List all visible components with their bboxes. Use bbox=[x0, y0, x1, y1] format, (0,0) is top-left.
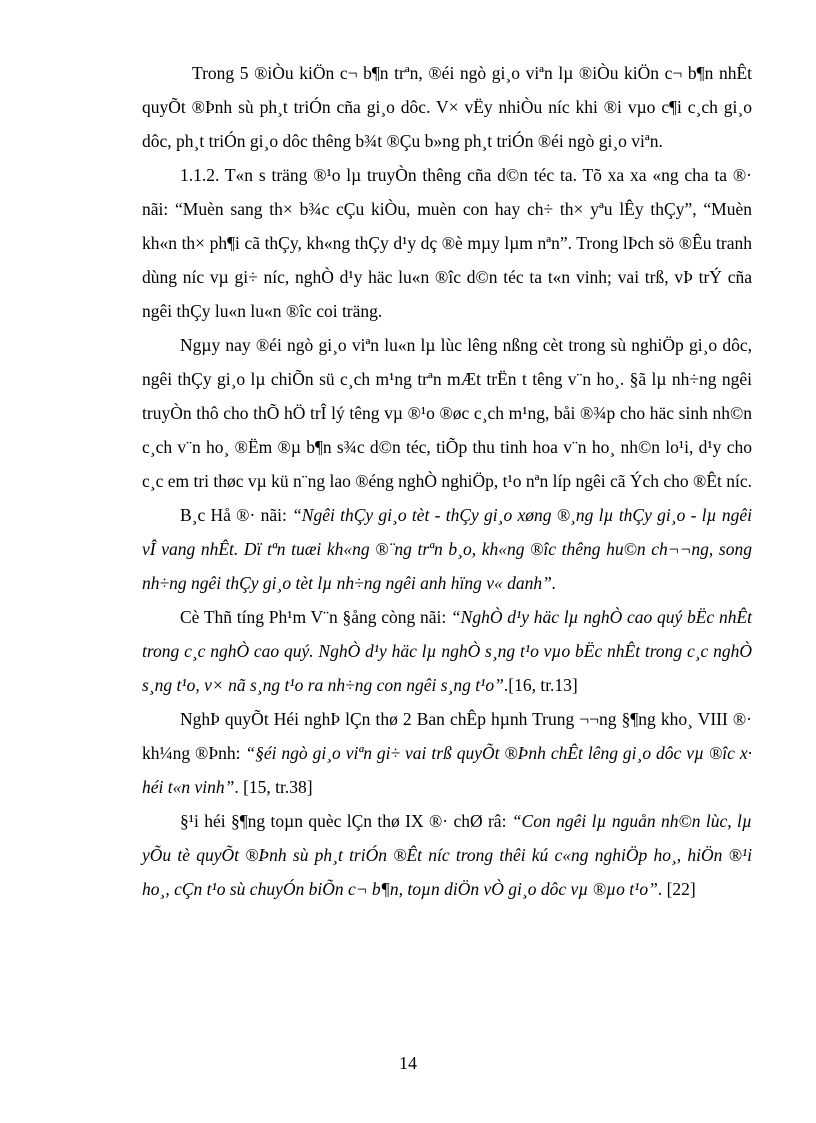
paragraph-7-quote: “Con ngêi lµ nguån nh©n lùc, lµ yÕu tè quyÕt ®Þnh sù ph¸t triÓn ®Êt níc trong thêi kú c«ng nghiÖp ho¸, hiÖn ®¹i ho¸, cÇn t¹o sù chuyÓn biÕn c¬ b¶n, toµn diÖn vÒ gi¸o dôc vµ ®µo t¹o” bbox=[142, 811, 752, 899]
paragraph-2-text: 1.1.2. T«n s träng ®¹o lµ truyÒn thêng cña d©n téc ta. Tõ xa xa «ng cha ta ®· nãi: “Muèn sang th× b¾c cÇu kiÒu, muèn con hay ch÷ th× yªu lÊy thÇy”, “Muèn kh«n th× ph¶i cã thÇy, kh«ng thÇy d¹y dç ®è mµy lµm nªn”. Trong lÞch sö ®Êu tranh dùng níc vµ gi÷ níc, nghÒ d¹y häc lu«n ®îc d©n téc ta t«n vinh; vai trß, vÞ trÝ cña ngêi thÇy lu«n lu«n ®îc coi träng. bbox=[142, 165, 752, 321]
paragraph-4-text: B¸c Hå ®· nãi: bbox=[180, 505, 293, 525]
paragraph-1 bbox=[142, 56, 752, 158]
paragraph-5-quote: “NghÒ d¹y häc lµ nghÒ cao quý bËc nhÊt trong c¸c nghÒ cao quý. NghÒ d¹y häc lµ nghÒ s¸ng t¹o vµo bËc nhÊt trong c¸c nghÒ s¸ng t¹o, v× nã s¸ng t¹o ra nh÷ng con ngêi s¸ng t¹o” bbox=[142, 607, 752, 695]
paragraph-4 bbox=[142, 498, 752, 600]
paragraph-3-text: Ngµy nay ®éi ngò gi¸o viªn lu«n lµ lùc lêng nßng cèt trong sù nghiÖp gi¸o dôc, ngêi thÇy gi¸o lµ chiÕn sü c¸ch m¹ng trªn mÆt trËn t têng v¨n ho¸. §ã lµ nh÷ng ngêi truyÒn thô cho thÕ hÖ trÎ lý têng vµ ®¹o ®øc c¸ch m¹ng, båi ®¾p cho häc sinh nh©n c¸ch v¨n ho¸ ®Ëm ®µ b¶n s¾c d©n téc, tiÕp thu tinh hoa v¨n ho¸ nh©n lo¹i, d¹y cho c¸c em tri thøc vµ kü n¨ng lao ®éng nghÒ nghiÖp, t¹o nªn líp ngêi cã Ých cho ®Êt níc. bbox=[142, 335, 753, 491]
paragraph-2 bbox=[142, 158, 752, 328]
paragraph-6-text: NghÞ quyÕt Héi nghÞ lÇn thø 2 Ban chÊp hµnh Trung ¬¬ng §¶ng kho¸ VIII ®· kh¼ng ®Þnh: bbox=[142, 709, 752, 763]
paragraph-6 bbox=[142, 702, 752, 804]
paragraph-1-text: Trong 5 ®iÒu kiÖn c¬ b¶n trªn, ®éi ngò gi¸o viªn lµ ®iÒu kiÖn c¬ b¶n nhÊt quyÕt ®Þnh sù ph¸t triÓn cña gi¸o dôc. V× vËy nhiÒu níc khi ®i vµo c¶i c¸ch gi¸o dôc, ph¸t triÓn gi¸o dôc thêng b¾t ®Çu b»ng ph¸t triÓn ®éi ngò gi¸o viªn. bbox=[142, 63, 752, 151]
page-number: 14 bbox=[399, 1053, 417, 1073]
paragraph-7 bbox=[142, 804, 752, 906]
paragraph-7-text: §¹i héi §¶ng toµn quèc lÇn thø IX ®· chØ râ: bbox=[180, 811, 512, 831]
paragraph-7-citation: . [22] bbox=[657, 879, 696, 899]
paragraph-6-quote: “§éi ngò gi¸o viªn gi÷ vai trß quyÕt ®Þnh chÊt lêng gi¸o dôc vµ ®îc x· héi t«n vinh” bbox=[142, 743, 753, 797]
body-text bbox=[142, 56, 752, 906]
paragraph-3 bbox=[142, 328, 752, 498]
paragraph-6-citation: . [15, tr.38] bbox=[234, 777, 313, 797]
paragraph-5-citation: .[16, tr.13] bbox=[503, 675, 578, 695]
paragraph-4-quote: “Ngêi thÇy gi¸o tèt - thÇy gi¸o xøng ®¸ng lµ thÇy gi¸o - lµ ngêi vÎ vang nhÊt. Dï tªn tuæi kh«ng ®¨ng trªn b¸o, kh«ng ®îc thêng hu©n ch¬¬ng, song nh÷ng ngêi thÇy gi¸o tèt lµ nh÷ng ngêi anh hïng v« danh”. bbox=[142, 505, 752, 593]
paragraph-5 bbox=[142, 600, 752, 702]
paragraph-5-text: Cè Thñ tíng Ph¹m V¨n §ång còng nãi: bbox=[180, 607, 451, 627]
